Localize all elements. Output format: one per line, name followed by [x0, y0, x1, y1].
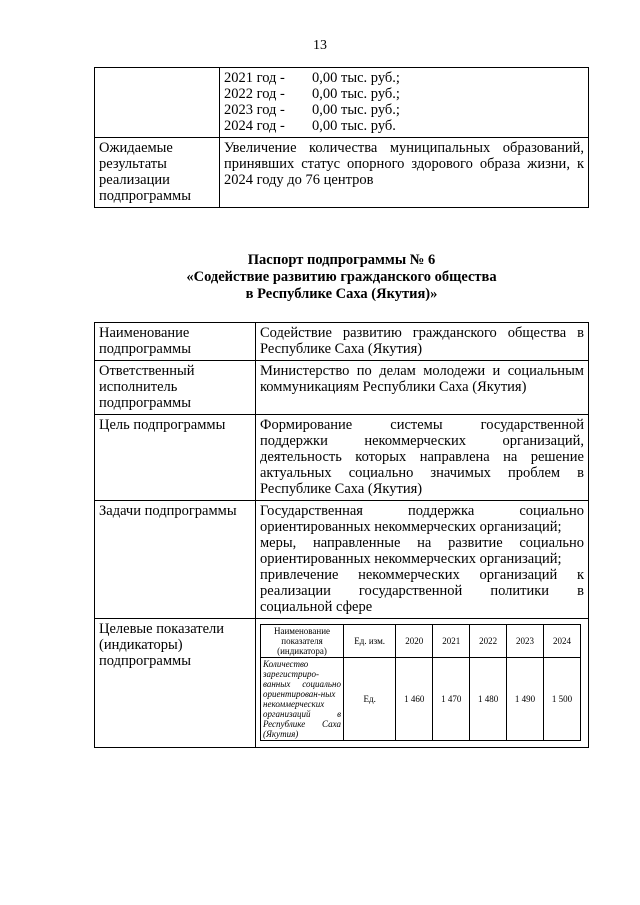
- passport-title-line: Паспорт подпрограммы № 6: [247, 252, 436, 268]
- header-cell: 2020: [396, 625, 433, 658]
- amount-value: 0,00 тыс. руб.: [312, 118, 396, 134]
- task-line: меры, направленные на развитие социально ориентированных некоммерческих организаций;: [260, 535, 584, 567]
- page-number: 13: [313, 38, 327, 53]
- passport-table: [94, 322, 589, 748]
- amount-line: [224, 102, 584, 118]
- amount-line: [224, 70, 584, 86]
- amount-value: 0,00 тыс. руб.;: [312, 70, 400, 86]
- row-label: Наименование подпрограммы: [95, 323, 256, 361]
- amount-year: 2024 год -: [224, 118, 285, 134]
- passport-row-indicators: [95, 619, 589, 748]
- row-value: Министерство по делам молодежи и социальным коммуникациям Республики Саха (Якутия): [256, 361, 589, 415]
- row-label: Целевые показатели (индикаторы) подпрограммы: [95, 619, 256, 748]
- expected-results-label: Ожидаемые результаты реализации подпрограммы: [95, 138, 220, 208]
- funding-amounts: [220, 68, 589, 138]
- amount-year: 2021 год -: [224, 70, 285, 86]
- passport-row-goal: [95, 415, 589, 501]
- indicator-value: 1 470: [433, 658, 470, 741]
- row-value: Содействие развитию гражданского общества в Республике Саха (Якутия): [256, 323, 589, 361]
- amount-year: 2022 год -: [224, 86, 285, 102]
- row-value: Формирование системы государственной поддержки некоммерческих организаций, деятельность которых направлена на решение актуальных социально значимых проблем в Республике Саха (Якутия): [256, 415, 589, 501]
- indicator-unit: Ед.: [344, 658, 396, 741]
- passport-row-executor: [95, 361, 589, 415]
- funding-label-empty: [95, 68, 220, 138]
- row-value: [256, 501, 589, 619]
- expected-results-value: Увеличение количества муниципальных образований, принявших статус опорного здорового образа жизни, к 2024 году до 76 центров: [220, 138, 589, 208]
- indicators-table: [260, 624, 581, 741]
- header-cell: Наименование показателя (индикатора): [261, 625, 344, 658]
- indicators-header-row: [261, 625, 581, 658]
- passport-title: [94, 252, 589, 303]
- indicator-name: Количество зарегистриро-ванных социально ориентирован-ных некоммерческих организаций в Республике Саха (Якутия): [261, 658, 344, 741]
- task-line: привлечение некоммерческих организаций к реализации государственной политики в социальной сфере: [260, 567, 584, 615]
- header-cell: 2021: [433, 625, 470, 658]
- header-cell: 2022: [470, 625, 507, 658]
- passport-title-line: «Содействие развитию гражданского общества: [186, 269, 497, 285]
- indicators-cell: [256, 619, 589, 748]
- amount-year: 2023 год -: [224, 102, 285, 118]
- indicator-value: 1 480: [470, 658, 507, 741]
- amount-value: 0,00 тыс. руб.;: [312, 102, 400, 118]
- expected-results-row: [95, 138, 589, 208]
- header-cell: Ед. изм.: [344, 625, 396, 658]
- row-label: Цель подпрограммы: [95, 415, 256, 501]
- funding-table: [94, 67, 589, 208]
- indicator-value: 1 500: [544, 658, 581, 741]
- amount-value: 0,00 тыс. руб.;: [312, 86, 400, 102]
- passport-row-tasks: [95, 501, 589, 619]
- table-row: [261, 658, 581, 741]
- row-label: Задачи подпрограммы: [95, 501, 256, 619]
- row-label: Ответственный исполнитель подпрограммы: [95, 361, 256, 415]
- funding-row: [95, 68, 589, 138]
- passport-row-name: [95, 323, 589, 361]
- header-cell: 2024: [544, 625, 581, 658]
- indicator-value: 1 490: [507, 658, 544, 741]
- header-cell: 2023: [507, 625, 544, 658]
- amount-line: [224, 118, 584, 134]
- passport-title-line: в Республике Саха (Якутия)»: [245, 286, 438, 302]
- amount-line: [224, 86, 584, 102]
- task-line: Государственная поддержка социально ориентированных некоммерческих организаций;: [260, 503, 584, 535]
- indicator-value: 1 460: [396, 658, 433, 741]
